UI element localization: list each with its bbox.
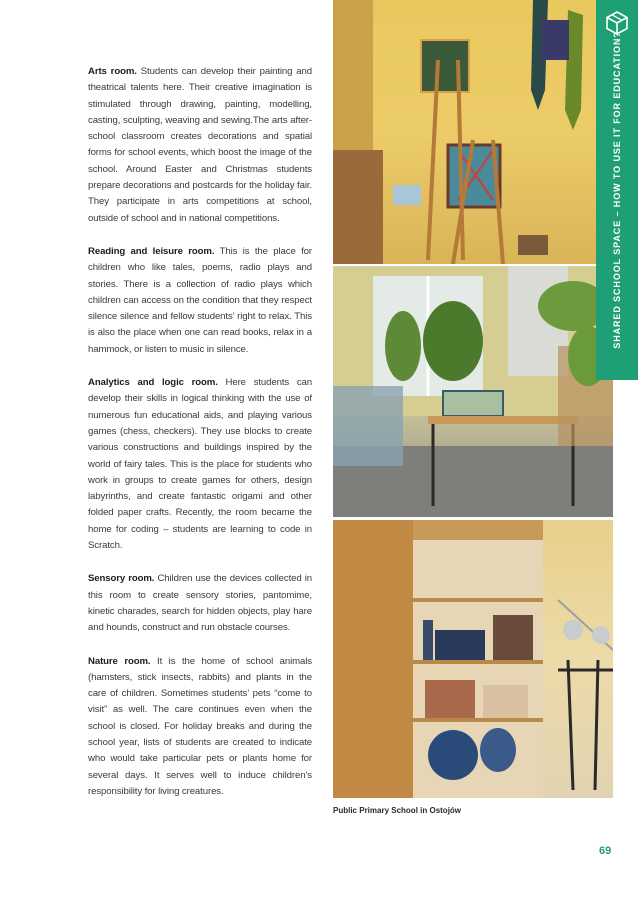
section-sensory-room bbox=[88, 571, 312, 636]
arts-room-illustration bbox=[333, 0, 613, 264]
analytics-room-illustration bbox=[333, 520, 613, 798]
section-title: Analytics and logic room. bbox=[88, 377, 218, 389]
section-body: Children use the devices collected in this room to create sensory stories, pantomime, kinetic charades, search for hidden objects, play hare and hounds, construct and run obstacle courses. bbox=[88, 573, 312, 634]
section-body: Here students can develop their skills in logical thinking with the use of numerous fun educational aids, and playing various games (chess, checkers). They use blocks to create various constructions and buildings inspired by the world of fairy tales. This is the place for students who work in groups to create games for others, design labyrinths, and create fantastic origami and other folded paper crafts. Recently, the room became the home for coding – students are learning to code in Scratch. bbox=[88, 377, 312, 552]
page-number: 69 bbox=[599, 845, 612, 857]
section-body: It is the home of school animals (hamsters, stick insects, rabbits) and plants in the care of children. Sometimes students’ pets “come to visit” as well. The care continues even when the school is closed. For holiday breaks and during the school year, lists of students are created to indicate who would take particular pets or plants home for several days. It serves well to induce children’s responsibility for living creatures. bbox=[88, 655, 312, 797]
section-side-title: SHARED SCHOOL SPACE – HOW TO USE IT FOR EDUCATION? bbox=[612, 31, 622, 349]
section-title: Arts room. bbox=[88, 66, 137, 77]
section-title: Sensory room. bbox=[88, 573, 155, 585]
photo-analytics-room bbox=[333, 520, 613, 798]
section-nature-room bbox=[88, 654, 312, 801]
reading-room-illustration bbox=[333, 266, 613, 517]
section-title: Reading and leisure room. bbox=[88, 245, 215, 257]
photo-arts-room bbox=[333, 0, 613, 264]
section-body: Students can develop their painting and theatrical talents here. Their creative imagination is stimulated through drawing, painting, modelling, casting, sculpting, weaving and sewing.The arts after-school classroom creates decorations and spatial forms for school events, which boost the image of the school. Around Easter and Christmas students prepare decorations and postcards for the holiday fair. They participate in arts competitions at school, outside of school and in national competitions. bbox=[88, 66, 312, 224]
article-text bbox=[88, 64, 312, 817]
section-title: Nature room. bbox=[88, 655, 151, 667]
photo-caption: Public Primary School in Ostojów bbox=[333, 806, 462, 815]
section-reading-room bbox=[88, 244, 312, 358]
photo-reading-room bbox=[333, 266, 613, 517]
section-arts-room bbox=[88, 64, 312, 227]
section-body: This is the place for children who like tales, poems, radio plays and stories. There is a collection of radio plays which children can access on the condition that they respect silence silence and fellow students’ right to relax. This is also the place when one can read books, relax in a hammock, or listen to music in silence. bbox=[88, 245, 312, 355]
section-analytics-room bbox=[88, 375, 312, 554]
